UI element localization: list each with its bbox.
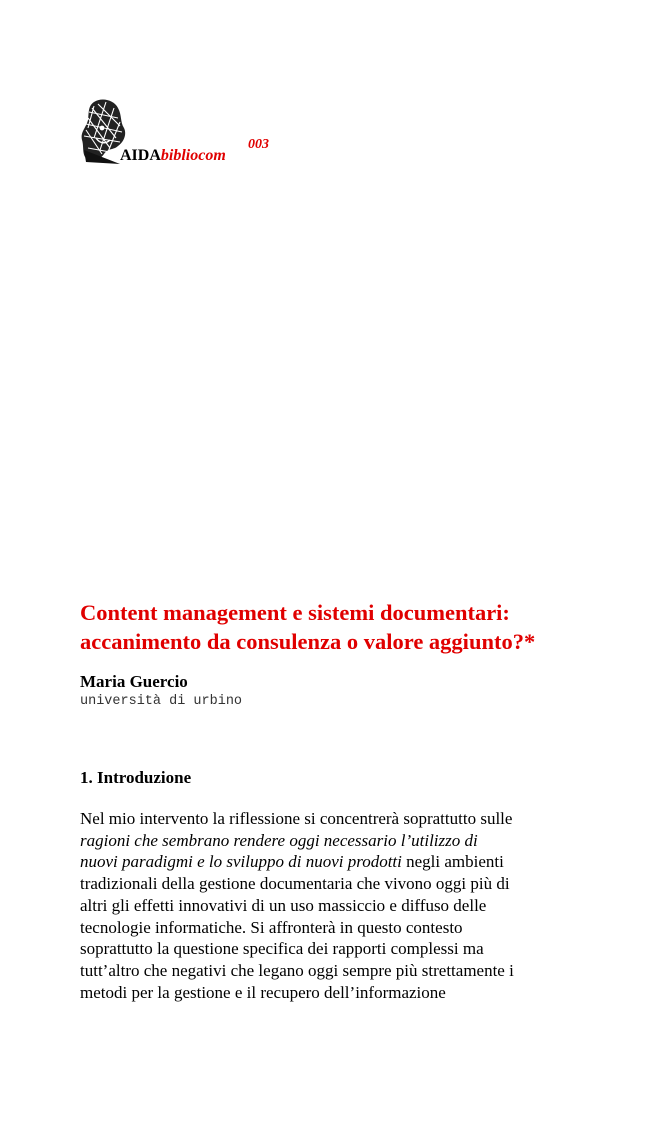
body-line-emphasis: nuovi paradigmi e lo sviluppo di nuovi prodotti xyxy=(80,852,402,872)
body-line: tradizionali della gestione documentaria che vivono oggi più di xyxy=(80,874,510,894)
body-line: Nel mio intervento la riflessione si concentrerà soprattutto sulle xyxy=(80,809,513,828)
body-line-rest: negli ambienti xyxy=(401,852,504,872)
body-line: metodi per la gestione e il recupero dell’informazione xyxy=(80,982,446,1002)
body-line xyxy=(80,851,600,873)
logo-name: bibliocom xyxy=(160,147,226,164)
author-affiliation: università di urbino xyxy=(80,694,243,709)
logo-wordmark xyxy=(120,148,226,164)
logo-issue-number: 003 xyxy=(248,137,269,152)
article-title xyxy=(80,598,600,656)
body-paragraph xyxy=(80,808,600,1003)
logo-brand: AIDA xyxy=(120,147,161,164)
body-line: tecnologie informatiche. Si affronterà in questo contesto xyxy=(80,917,463,937)
body-line: tutt’altro che negativi che legano oggi sempre più strettamente i xyxy=(80,960,514,980)
body-line: soprattutto la questione specifica dei rapporti complessi ma xyxy=(80,939,484,959)
section-heading: 1. Introduzione xyxy=(80,768,192,787)
aida-bibliocom-logo xyxy=(80,96,280,168)
body-line: altri gli effetti innovativi di un uso massiccio e diffuso delle xyxy=(80,895,487,915)
body-line: ragioni che sembrano rendere oggi necessario l’utilizzo di xyxy=(80,830,478,850)
author-name: Maria Guercio xyxy=(80,672,188,691)
title-line-1: Content management e sistemi documentari: xyxy=(80,600,510,625)
title-line-2: accanimento da consulenza o valore aggiunto?* xyxy=(80,629,536,654)
